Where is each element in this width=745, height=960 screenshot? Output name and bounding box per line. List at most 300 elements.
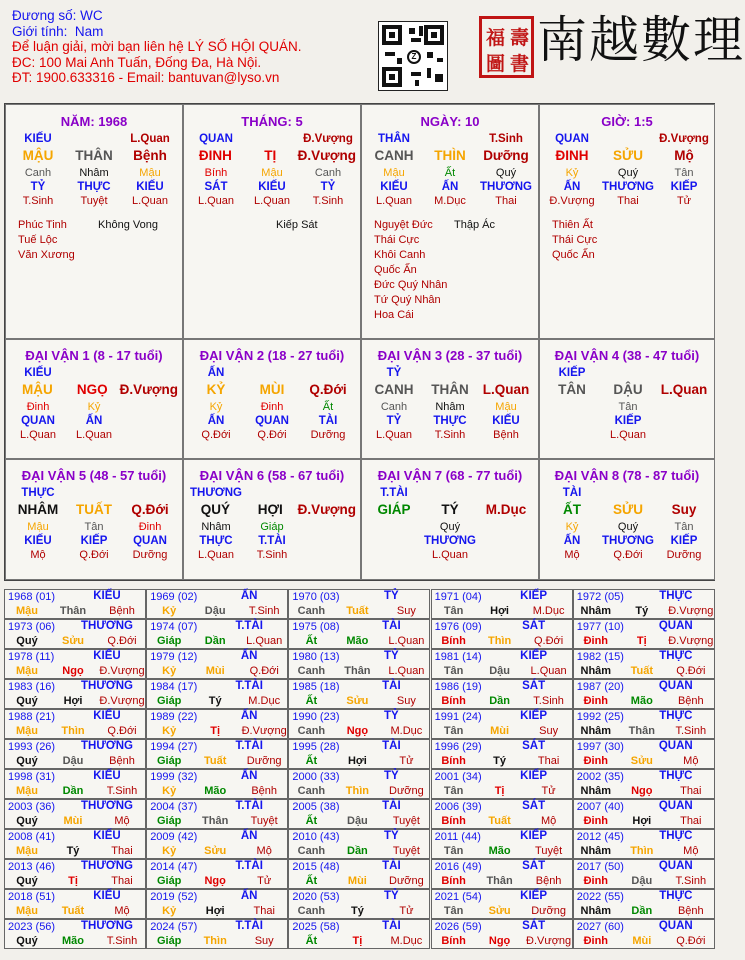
- cell-value: SÁT: [204, 181, 228, 193]
- year-ten-god: KIẾP: [520, 710, 548, 722]
- year-life-stage: Tuyệt: [535, 845, 563, 857]
- year-age-label: 1986 (19): [434, 681, 482, 693]
- star-name: Đức Quý Nhân: [374, 279, 448, 291]
- annual-cell: [431, 919, 573, 949]
- stem-branch-row: [544, 500, 712, 520]
- year-branch: Dậu: [62, 755, 84, 767]
- cell-value: MÙI: [259, 382, 285, 397]
- year-life-stage: Đ.Vượng: [668, 605, 714, 617]
- year-stem-branch-row: [574, 665, 716, 677]
- year-ten-god: THỰC: [659, 770, 693, 782]
- year-life-stage: Dưỡng: [531, 905, 566, 917]
- year-branch: Thân: [344, 665, 371, 677]
- annual-cell: [146, 679, 288, 709]
- cell-value: Mộ: [30, 549, 46, 561]
- star-name: Phúc Tinh: [18, 219, 67, 231]
- life-stage-row: [10, 548, 178, 562]
- year-stem: Bính: [441, 935, 466, 947]
- year-age-label: 1972 (05): [576, 591, 624, 603]
- year-branch: Tị: [210, 725, 221, 737]
- year-ten-god: TỶ: [384, 650, 399, 662]
- cell-value: M.Dục: [485, 502, 527, 517]
- year-ten-god: QUAN: [658, 620, 693, 632]
- annual-cell: [146, 829, 288, 859]
- ten-god-row: [188, 486, 356, 500]
- year-stem: Quý: [16, 755, 38, 767]
- star-name: Thiên Ất: [552, 219, 593, 231]
- year-age-label: 1998 (31): [8, 771, 56, 783]
- year-branch: Dần: [489, 695, 510, 707]
- year-branch: Tý: [350, 905, 364, 917]
- year-branch: Hợi: [490, 605, 509, 617]
- cell-value: [422, 486, 478, 500]
- year-ten-god: THỰC: [659, 830, 693, 842]
- cell-value: Canh: [380, 401, 408, 413]
- annual-cell: [431, 709, 573, 739]
- year-life-stage: Bệnh: [677, 905, 704, 917]
- year-ten-god: THƯƠNG: [81, 680, 133, 692]
- cell-value: Q.Đới: [79, 549, 109, 561]
- cell-value: [656, 486, 712, 500]
- year-stem: Canh: [297, 605, 326, 617]
- year-ten-god: TỶ: [384, 830, 399, 842]
- year-life-stage: Đ.Vượng: [99, 665, 145, 677]
- year-ten-god: THƯƠNG: [81, 740, 133, 752]
- cell-value: [544, 428, 600, 442]
- year-age-label: 2003 (36): [8, 801, 56, 813]
- cell-value: THỰC: [21, 487, 55, 499]
- year-life-stage: Tử: [541, 785, 556, 797]
- year-stem-branch-row: [289, 725, 431, 737]
- annual-cell: [4, 829, 146, 859]
- year-age-label: 1973 (06): [8, 621, 56, 633]
- year-stem-branch-row: [5, 845, 147, 857]
- year-stem-branch-row: [147, 875, 289, 887]
- year-stem-branch-row: [5, 905, 147, 917]
- year-branch: Tị: [68, 875, 78, 887]
- seal-char: 圖: [486, 53, 506, 75]
- cell-value: Kỷ: [209, 401, 223, 413]
- cell-value: Kỷ: [87, 401, 101, 413]
- hidden-god-row: [10, 180, 178, 194]
- ten-god-row: [544, 366, 712, 380]
- year-age-label: 2009 (42): [150, 831, 198, 843]
- year-branch: Ngọ: [62, 665, 84, 677]
- life-stage-row: [188, 428, 356, 442]
- year-stem-branch-row: [147, 905, 289, 917]
- year-age-label: 2000 (33): [292, 771, 340, 783]
- hidden-stem-row: [188, 520, 356, 534]
- year-stem: Đinh: [583, 755, 609, 767]
- year-ten-god: TÀI: [382, 920, 401, 932]
- star-name: Nguyệt Đức: [374, 219, 433, 231]
- annual-luck-table: [4, 589, 715, 951]
- year-life-stage: Mộ: [114, 905, 130, 917]
- year-age-label: 1977 (10): [576, 621, 624, 633]
- year-life-stage: Mộ: [683, 755, 699, 767]
- cell-value: CANH: [374, 382, 414, 397]
- cell-value: KIẾU: [24, 133, 52, 145]
- hidden-god-row: [366, 414, 534, 428]
- cell-value: THỰC: [199, 535, 233, 547]
- year-ten-god: KIẾP: [520, 590, 548, 602]
- year-life-stage: Q.Đới: [676, 935, 706, 947]
- pillar-cell: [361, 104, 539, 339]
- cell-value: Mộ: [564, 549, 580, 561]
- ten-god-row: [366, 132, 534, 146]
- year-branch: Dần: [347, 845, 368, 857]
- annual-cell: [573, 619, 715, 649]
- cell-value: TUẤT: [76, 502, 112, 517]
- annual-cell: [288, 709, 430, 739]
- pillar-title: THÁNG: 5: [241, 114, 303, 129]
- year-life-stage: Suy: [254, 935, 274, 947]
- year-branch: Sửu: [488, 905, 511, 917]
- cell-value: L.Quan: [75, 429, 113, 441]
- year-age-label: 2012 (45): [576, 831, 624, 843]
- cell-value: Canh: [314, 167, 342, 179]
- life-stage-row: [10, 428, 178, 442]
- cell-value: Mậu: [27, 521, 49, 533]
- stars-column: [276, 218, 356, 233]
- annual-cell: [146, 799, 288, 829]
- cell-value: QUAN: [21, 415, 55, 427]
- year-stem-branch-row: [147, 695, 289, 707]
- annual-cell: [288, 679, 430, 709]
- year-branch: Mão: [488, 845, 511, 857]
- year-stem: Quý: [16, 935, 38, 947]
- life-stage-row: [544, 194, 712, 208]
- year-age-label: 2022 (55): [576, 891, 624, 903]
- cell-value: Thai: [617, 195, 639, 207]
- year-age-label: 1996 (29): [434, 741, 482, 753]
- pillar-cell: [5, 104, 183, 339]
- year-stem: Canh: [297, 785, 326, 797]
- dai-van-cell: [539, 339, 715, 459]
- year-life-stage: T.Sinh: [675, 875, 707, 887]
- year-life-stage: Dưỡng: [389, 875, 424, 887]
- cell-value: Nhâm: [435, 401, 465, 413]
- annual-cell: [4, 679, 146, 709]
- year-ten-god: SÁT: [522, 800, 546, 812]
- annual-cell: [431, 769, 573, 799]
- year-branch: Thìn: [345, 785, 369, 797]
- cell-value: THÂN: [431, 382, 469, 397]
- cell-value: TỊ: [264, 148, 277, 163]
- year-stem-branch-row: [574, 635, 716, 647]
- year-age-label: 2014 (47): [150, 861, 198, 873]
- year-branch: Hợi: [205, 905, 225, 917]
- cell-value: [366, 548, 422, 562]
- hidden-god-row: [544, 180, 712, 194]
- chart-main-panel: [4, 103, 715, 581]
- year-branch: Mão: [62, 935, 84, 947]
- year-stem-branch-row: [5, 725, 147, 737]
- cell-value: Mậu: [495, 401, 517, 413]
- dai-van-cell: [5, 459, 183, 580]
- year-age-label: 1974 (07): [150, 621, 198, 633]
- cell-value: [656, 366, 712, 380]
- hidden-stem-row: [366, 166, 534, 180]
- year-branch: Sửu: [204, 845, 227, 857]
- cell-value: [478, 534, 534, 548]
- year-branch: Thân: [202, 815, 229, 827]
- cell-value: Tuyệt: [80, 195, 108, 207]
- ten-god-row: [366, 486, 534, 500]
- year-life-stage: Mộ: [683, 845, 699, 857]
- year-branch: Mùi: [632, 935, 652, 947]
- annual-cell: [573, 859, 715, 889]
- cell-value: [656, 414, 712, 428]
- cell-value: Tân: [618, 401, 638, 413]
- cell-value: KIẾP: [670, 535, 698, 547]
- year-life-stage: Dưỡng: [246, 755, 282, 767]
- ten-god-row: [10, 486, 178, 500]
- year-life-stage: Q.Đới: [107, 725, 137, 737]
- year-stem-branch-row: [5, 875, 147, 887]
- annual-cell: [146, 739, 288, 769]
- year-ten-god: SÁT: [522, 860, 546, 872]
- year-life-stage: L.Quan: [388, 665, 425, 677]
- year-branch: Tuất: [630, 665, 653, 677]
- stars-column: [196, 218, 276, 233]
- stars-column: [374, 218, 454, 323]
- year-branch: Mão: [630, 695, 653, 707]
- pillar-cell: [539, 104, 715, 339]
- year-stem-branch-row: [289, 665, 431, 677]
- year-stem: Tân: [443, 905, 464, 917]
- year-branch: Dậu: [489, 665, 510, 677]
- pillar-title: GIỜ: 1:5: [601, 114, 653, 129]
- stem-branch-row: [188, 380, 356, 400]
- cell-value: KIẾU: [24, 535, 52, 547]
- cell-value: T.Sinh: [489, 133, 523, 145]
- year-stem: Canh: [297, 845, 326, 857]
- year-age-label: 2008 (41): [8, 831, 56, 843]
- year-life-stage: L.Quan: [530, 665, 567, 677]
- cell-value: T.Sinh: [22, 195, 54, 207]
- cell-value: [122, 400, 178, 414]
- cell-value: TỶ: [30, 181, 46, 193]
- cell-value: KIẾP: [558, 367, 586, 379]
- year-life-stage: Bệnh: [677, 695, 704, 707]
- year-ten-god: QUAN: [658, 920, 693, 932]
- year-branch: Mùi: [347, 875, 367, 887]
- year-life-stage: Tuyệt: [392, 815, 420, 827]
- stars-area: [552, 218, 714, 263]
- year-stem: Đinh: [583, 695, 609, 707]
- cell-value: THƯƠNG: [190, 487, 242, 499]
- life-stage-row: [544, 548, 712, 562]
- year-age-label: 1990 (23): [292, 711, 340, 723]
- year-stem: Ất: [305, 695, 318, 707]
- year-age-label: 2017 (50): [576, 861, 624, 873]
- year-age-label: 1989 (22): [150, 711, 198, 723]
- cell-value: L.Quan: [482, 382, 530, 397]
- year-age-label: 1975 (08): [292, 621, 340, 633]
- year-age-label: 1980 (13): [292, 651, 340, 663]
- annual-cell: [431, 829, 573, 859]
- year-ten-god: KIẾU: [93, 590, 121, 602]
- year-life-stage: Q.Đới: [533, 635, 564, 647]
- cell-value: [122, 428, 178, 442]
- info-header: [12, 8, 301, 86]
- life-stage-row: [366, 194, 534, 208]
- hidden-stem-row: [10, 400, 178, 414]
- cell-value: ẤN: [563, 181, 581, 193]
- cell-value: QUÝ: [200, 502, 231, 517]
- year-stem: Quý: [16, 815, 38, 827]
- cell-value: NHÂM: [17, 502, 59, 517]
- cell-value: Q.Đới: [201, 429, 231, 441]
- annual-cell: [146, 589, 288, 619]
- cell-value: [244, 486, 300, 500]
- year-ten-god: SÁT: [522, 680, 546, 692]
- year-branch: Thân: [486, 875, 513, 887]
- year-stem-branch-row: [147, 665, 289, 677]
- cell-value: Dưỡng: [132, 549, 168, 561]
- year-age-label: 2027 (60): [576, 921, 624, 933]
- cell-value: Ất: [444, 167, 456, 179]
- year-ten-god: SÁT: [522, 920, 546, 932]
- year-stem: Đinh: [583, 935, 609, 947]
- year-age-label: 1995 (28): [292, 741, 340, 753]
- annual-cell: [288, 649, 430, 679]
- cell-value: QUAN: [133, 535, 167, 547]
- cell-value: TỶ: [386, 415, 402, 427]
- hidden-stem-row: [544, 166, 712, 180]
- cell-value: [66, 486, 122, 500]
- year-stem-branch-row: [289, 935, 431, 947]
- year-stem-branch-row: [5, 635, 147, 647]
- year-stem: Bính: [441, 875, 466, 887]
- cell-value: KIẾU: [380, 181, 408, 193]
- year-branch: Ngọ: [488, 935, 511, 947]
- hidden-stem-row: [544, 520, 712, 534]
- year-stem-branch-row: [574, 785, 716, 797]
- year-life-stage: T.Sinh: [106, 935, 138, 947]
- dai-van-title: ĐẠI VẬN 4 (38 - 47 tuổi): [554, 348, 700, 363]
- year-life-stage: Tử: [257, 875, 272, 887]
- cell-value: Q.Đới: [613, 549, 643, 561]
- dai-van-title: ĐẠI VẬN 5 (48 - 57 tuổi): [21, 468, 167, 483]
- star-name: Không Vong: [98, 219, 158, 231]
- year-stem: Canh: [297, 665, 326, 677]
- annual-cell: [431, 619, 573, 649]
- dai-van-title: ĐẠI VẬN 6 (58 - 67 tuổi): [199, 468, 345, 483]
- year-ten-god: QUAN: [658, 860, 693, 872]
- annual-cell: [146, 619, 288, 649]
- year-branch: Dần: [62, 785, 84, 797]
- cell-value: [600, 366, 656, 380]
- annual-cell: [431, 679, 573, 709]
- cell-value: KIẾP: [80, 535, 108, 547]
- year-stem-branch-row: [289, 695, 431, 707]
- annual-cell: [4, 769, 146, 799]
- year-stem-branch-row: [147, 755, 289, 767]
- year-branch: Thìn: [630, 845, 654, 857]
- cell-value: L.Quan: [131, 195, 169, 207]
- cell-value: Đ.Vượng: [297, 148, 356, 163]
- cell-value: [300, 520, 356, 534]
- year-branch: Ngọ: [204, 875, 226, 887]
- year-stem-branch-row: [432, 845, 574, 857]
- year-life-stage: Đ.Vượng: [99, 695, 145, 707]
- year-ten-god: KIẾU: [93, 650, 121, 662]
- star-name: Quốc Ấn: [374, 264, 417, 276]
- cell-value: QUAN: [255, 415, 289, 427]
- cell-value: TÝ: [441, 502, 459, 517]
- year-life-stage: T.Sinh: [675, 725, 707, 737]
- year-branch: Sửu: [346, 695, 369, 707]
- year-stem: Quý: [16, 875, 38, 887]
- annual-cell: [4, 709, 146, 739]
- year-stem-branch-row: [5, 935, 147, 947]
- hidden-god-row: [188, 534, 356, 548]
- seal-stamp-icon: [479, 16, 534, 78]
- year-age-label: 2001 (34): [434, 771, 482, 783]
- stem-branch-row: [366, 500, 534, 520]
- cell-value: THÂN: [378, 133, 410, 145]
- cell-value: TÀI: [318, 415, 338, 427]
- gender-label: Giới tính:: [12, 23, 68, 39]
- year-ten-god: T.TÀI: [235, 620, 263, 632]
- year-stem: Kỷ: [162, 845, 177, 857]
- year-stem: Kỷ: [162, 725, 177, 737]
- year-life-stage: Q.Đới: [107, 635, 137, 647]
- annual-cell: [4, 859, 146, 889]
- year-ten-god: ẤN: [240, 650, 258, 662]
- cell-value: KIẾU: [136, 181, 164, 193]
- qr-code-icon: [378, 21, 448, 91]
- cell-value: Nhâm: [201, 521, 231, 533]
- year-stem: Nhâm: [580, 785, 612, 797]
- cell-value: [422, 132, 478, 146]
- year-age-label: 2023 (56): [8, 921, 56, 933]
- year-branch: Tuất: [488, 815, 511, 827]
- year-stem-branch-row: [289, 755, 431, 767]
- year-ten-god: ẤN: [240, 710, 258, 722]
- year-branch: Mùi: [63, 815, 83, 827]
- year-stem-branch-row: [432, 905, 574, 917]
- cell-value: Dưỡng: [666, 549, 702, 561]
- cell-value: L.Quan: [197, 195, 235, 207]
- year-stem: Tân: [443, 725, 464, 737]
- year-stem-branch-row: [574, 845, 716, 857]
- year-stem: Bính: [441, 635, 466, 647]
- year-ten-god: KIẾU: [93, 770, 121, 782]
- annual-cell: [4, 889, 146, 919]
- seal-char: 書: [510, 53, 530, 75]
- year-stem-branch-row: [289, 785, 431, 797]
- cell-value: ẤN: [207, 367, 225, 379]
- stars-area: [196, 218, 360, 233]
- year-age-label: 2025 (58): [292, 921, 340, 933]
- year-stem: Mậu: [16, 725, 38, 737]
- year-stem: Giáp: [156, 815, 182, 827]
- year-stem-branch-row: [5, 605, 147, 617]
- cell-value: [656, 428, 712, 442]
- cell-value: T.Sinh: [256, 549, 288, 561]
- stars-column: [632, 218, 712, 263]
- dai-van-cell: [183, 459, 361, 580]
- star-name: Thập Ác: [454, 219, 495, 231]
- year-life-stage: M.Dục: [390, 935, 423, 947]
- cell-value: Quý: [495, 167, 517, 179]
- ten-god-row: [544, 486, 712, 500]
- year-age-label: 1994 (27): [150, 741, 198, 753]
- year-age-label: 1968 (01): [8, 591, 56, 603]
